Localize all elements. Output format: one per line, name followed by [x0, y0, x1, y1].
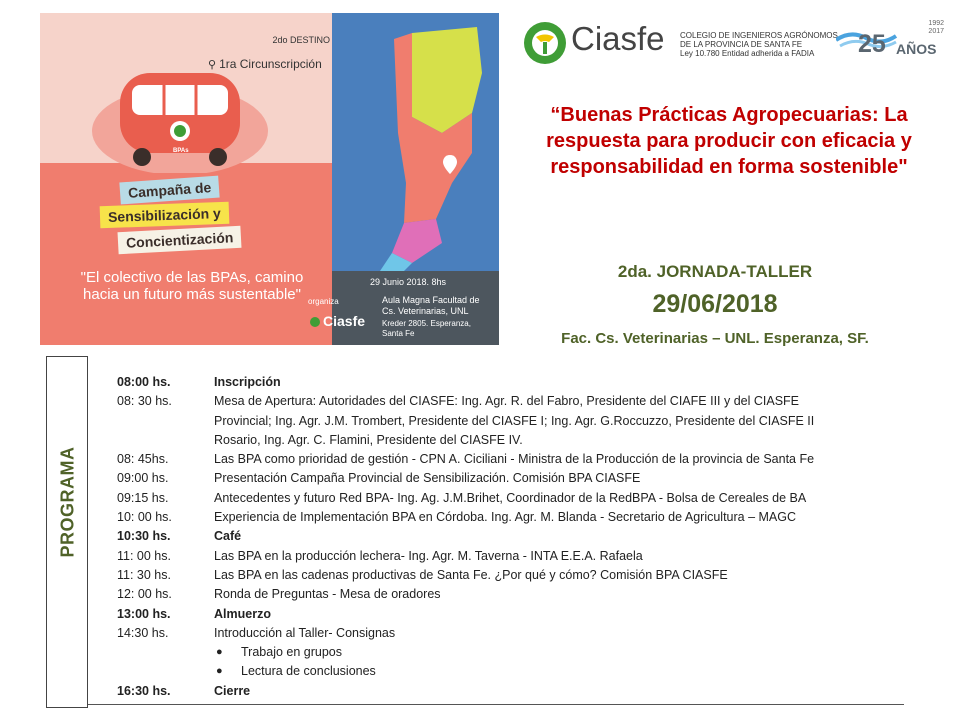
schedule-description: Las BPA como prioridad de gestión - CPN A. Ciciliani - Ministra de la Producción de la provincia de Santa Fe: [214, 452, 815, 467]
schedule-time: 11: 30 hs.: [117, 567, 171, 582]
map-region-south: [392, 219, 442, 263]
schedule-time: 11: 00 hs.: [117, 548, 171, 563]
schedule-row: [117, 566, 937, 585]
schedule-time: 09:15 hs.: [117, 490, 169, 505]
schedule-row: [117, 643, 937, 662]
schedule-row: [117, 662, 937, 681]
poster-address: Kreder 2805. Esperanza, Santa Fe: [382, 319, 471, 338]
schedule-description: Ronda de Preguntas - Mesa de oradores: [214, 587, 441, 602]
schedule-description: Presentación Campaña Provincial de Sensibilización. Comisión BPA CIASFE: [214, 471, 641, 486]
poster-brand-text: Ciasfe: [323, 313, 366, 329]
santa-fe-map-illustration: [332, 13, 499, 271]
anniversary-years: [912, 20, 944, 36]
schedule-row: [117, 412, 937, 431]
schedule-time: 12: 00 hs.: [117, 587, 172, 602]
bullet-icon: ●: [216, 665, 223, 678]
schedule-row: [117, 624, 937, 643]
poster-organiza-label: organiza: [308, 297, 339, 306]
anniversary-year-from: 1992: [928, 20, 944, 27]
schedule-description: Lectura de conclusiones: [241, 664, 376, 679]
schedule-row: [117, 431, 937, 450]
schedule-time: 08: 45hs.: [117, 452, 169, 467]
bullet-icon: ●: [216, 646, 223, 659]
schedule-time: 13:00 hs.: [117, 606, 171, 621]
bus-wheel-icon: [209, 148, 227, 166]
schedule-time: 10:30 hs.: [117, 529, 171, 544]
schedule-time: 14:30 hs.: [117, 625, 169, 640]
anniversary-year-to: 2017: [928, 28, 944, 35]
schedule-description: Provincial; Ing. Agr. J.M. Trombert, Presidente del CIASFE I; Ing. Agr. G.Roccuzzo, Presidente del CIASFE II: [214, 413, 815, 428]
event-jornada: 2da. JORNADA-TALLER: [617, 262, 813, 281]
ciasfe-logo-icon: [522, 20, 568, 66]
schedule-description: Cierre: [214, 683, 251, 698]
anniversary-word: AÑOS: [896, 41, 937, 57]
schedule-time: 08:00 hs.: [117, 375, 171, 389]
schedule-time: 09:00 hs.: [117, 471, 169, 486]
poster-venue: Aula Magna Facultad de Cs. Veterinarias, UNL: [382, 295, 480, 316]
schedule-description: Café: [214, 529, 242, 544]
location-pin-icon: ⚲: [208, 59, 217, 71]
poster-campaign-line2: Sensibilización y: [100, 202, 230, 228]
schedule-row: [117, 489, 937, 508]
program-label: PROGRAMA: [57, 446, 78, 558]
org-line-2: DE LA PROVINCIA DE SANTA FE: [680, 40, 803, 49]
schedule-row: [117, 585, 937, 604]
poster-circunscripcion: [208, 57, 322, 71]
ciasfe-wordmark: Ciasfe: [571, 20, 665, 57]
campaign-poster: [40, 13, 499, 345]
schedule-row: [117, 392, 937, 411]
program-bottom-rule: [88, 704, 904, 705]
schedule-description: Experiencia de Implementación BPA en Córdoba. Ing. Agr. M. Blanda - Secretario de Agricultura – MAGC: [214, 510, 797, 525]
schedule-description: Rosario, Ing. Agr. C. Flamini, Presidente del CIASFE IV.: [214, 432, 523, 447]
schedule-description: Las BPA en las cadenas productivas de Santa Fe. ¿Por qué y cómo? Comisión BPA CIASFE: [214, 567, 728, 582]
schedule-description: Trabajo en grupos: [241, 645, 342, 660]
poster-campaign-line3: Concientización: [118, 226, 242, 254]
bus-wheel-icon: [133, 148, 151, 166]
event-place: Fac. Cs. Veterinarias – UNL. Esperanza, SF.: [561, 330, 869, 347]
schedule-description: Almuerzo: [214, 606, 271, 621]
schedule-description: Mesa de Apertura: Autoridades del CIASFE: Ing. Agr. R. del Fabro, Presidente del CIAFE III y del CIASFE: [214, 394, 800, 409]
schedule-row: [117, 605, 937, 624]
poster-slogan: "El colectivo de las BPAs, camino hacia un futuro más sustentable": [80, 269, 304, 303]
schedule-row: [117, 508, 937, 527]
ciasfe-logo-icon: [310, 317, 320, 327]
poster-destino: 2do DESTINO: [272, 35, 330, 45]
anniversary-number: 25: [858, 30, 886, 58]
bus-illustration: [80, 53, 280, 173]
schedule-row: [117, 682, 937, 701]
poster-circunscripcion-text: 1ra Circunscripción: [219, 57, 322, 71]
ciasfe-org-text: [680, 31, 840, 58]
schedule-row: [117, 547, 937, 566]
schedule-time: 08: 30 hs.: [117, 394, 172, 409]
schedule-description: Antecedentes y futuro Red BPA- Ing. Ag. J.M.Brihet, Coordinador de la RedBPA - Bolsa de Cereales de BA: [214, 490, 807, 505]
schedule-description: Inscripción: [214, 375, 281, 389]
org-line-1: COLEGIO DE INGENIEROS AGRÓNOMOS: [680, 31, 838, 40]
schedule-row: [117, 373, 937, 392]
poster-date: 29 Junio 2018. 8hs: [370, 277, 447, 287]
schedule-description: Las BPA en la producción lechera- Ing. Agr. M. Taverna - INTA E.E.A. Rafaela: [214, 548, 643, 563]
bus-badge-label: BPAs: [173, 148, 189, 154]
schedule-time: 10: 00 hs.: [117, 510, 172, 525]
schedule-row: [117, 450, 937, 469]
schedule-row: [117, 469, 937, 488]
poster-campaign-line1: Campaña de: [119, 176, 220, 205]
schedule-description: Introducción al Taller- Consignas: [214, 625, 396, 640]
event-date: 29/06/2018: [652, 290, 778, 318]
event-title: “Buenas Prácticas Agropecuarias: La respuesta para producir con eficacia y responsabilidad en forma sostenible": [546, 104, 912, 178]
program-schedule: [117, 373, 937, 701]
schedule-row: [117, 527, 937, 546]
poster-organiza-brand: [310, 313, 365, 329]
org-line-3: Ley 10.780 Entidad adherida a FADIA: [680, 49, 815, 58]
schedule-time: 16:30 hs.: [117, 683, 171, 698]
